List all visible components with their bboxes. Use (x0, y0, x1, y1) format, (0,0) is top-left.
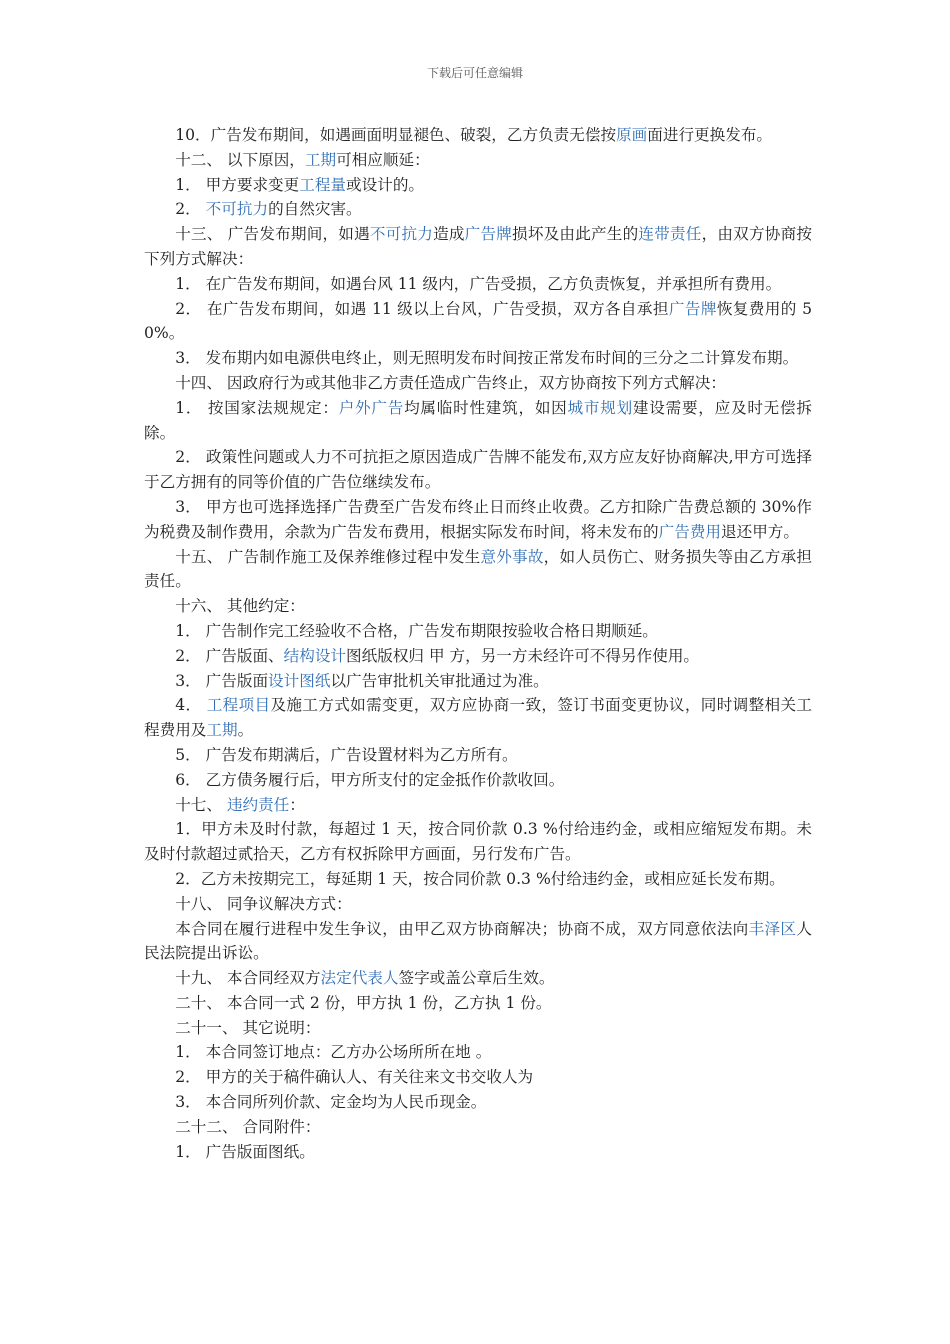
hyperlink[interactable]: 工程量 (299, 175, 347, 194)
hyperlink[interactable]: 意外事故 (480, 547, 544, 566)
text-run: 1．甲方未及时付款，每超过 1 天，按合同价款 0.3 %付给违约金，或相应缩短发布期。未及时付款超过贰拾天，乙方有权拆除甲方画面，另行发布广告。 (144, 820, 812, 864)
hyperlink[interactable]: 设计图纸 (268, 671, 331, 690)
hyperlink[interactable]: 工期 (206, 721, 238, 740)
hyperlink[interactable]: 户外广告 (338, 398, 405, 417)
paragraph (144, 123, 812, 148)
paragraph (144, 222, 812, 272)
text-run: 1． 甲方要求变更 (175, 175, 300, 194)
hyperlink[interactable]: 广告牌 (668, 299, 717, 318)
text-run: 1． 在广告发布期间，如遇台风 11 级内，广告受损，乙方负责恢复，并承担所有费用。 (175, 274, 782, 293)
paragraph (144, 173, 812, 198)
contract-body (144, 123, 812, 1164)
text-run: 2． 广告版面、 (175, 646, 284, 665)
text-run: 可相应顺延： (336, 150, 430, 169)
text-run: 十五、 广告制作施工及保养维修过程中发生 (175, 547, 481, 566)
hyperlink[interactable]: 丰泽区 (748, 919, 797, 938)
text-run: 2．乙方未按期完工，每延期 1 天，按合同价款 0.3 %付给违约金，或相应延长发布期。 (175, 869, 785, 888)
paragraph (144, 867, 812, 892)
text-run: 1． 按国家法规规定： (175, 398, 339, 417)
text-run: 及施工方式如需变更，双方应协商一致，签订书面变更协议，同时调整相关工程费用及 (144, 696, 812, 740)
hyperlink[interactable]: 工程项目 (206, 696, 271, 715)
text-run: 1． 本合同签订地点：乙方办公场所所在地 。 (175, 1043, 492, 1062)
text-run: 4． (175, 696, 207, 715)
text-run: 6． 乙方债务履行后，甲方所支付的定金抵作价款收回。 (175, 770, 565, 789)
text-run: 十九、 本合同经双方 (175, 969, 321, 988)
text-run: 十三、 广告发布期间，如遇 (175, 225, 370, 244)
paragraph (144, 346, 812, 371)
hyperlink[interactable]: 广告牌 (464, 225, 513, 244)
hyperlink[interactable]: 广告费用 (658, 522, 721, 541)
text-run: 2． 政策性问题或人力不可抗拒之原因造成广告牌不能发布,双方应友好协商解决,甲方可选择于乙方拥有的同等价值的广告位继续发布。 (144, 448, 812, 492)
paragraph (144, 445, 812, 495)
text-run: 2． (175, 200, 206, 219)
text-run: 二十、 本合同一式 2 份，甲方执 1 份，乙方执 1 份。 (175, 993, 552, 1012)
paragraph (144, 371, 812, 396)
text-run: 本合同在履行进程中发生争议，由甲乙双方协商解决；协商不成，双方同意依法向 (175, 919, 749, 938)
text-run: 图纸版权归 甲 方，另一方未经许可不得另作使用。 (346, 646, 700, 665)
text-run: ，由双方协商按下列方式解决： (144, 225, 812, 268)
paragraph (144, 768, 812, 793)
text-run: 2． 在广告发布期间，如遇 11 级以上台风，广告受损，双方各自承担 (175, 299, 669, 318)
hyperlink[interactable]: 不可抗力 (205, 200, 269, 219)
text-run: 十八、 同争议解决方式： (175, 894, 352, 913)
paragraph (144, 495, 812, 545)
text-run: 十七、 (175, 795, 227, 814)
text-run: 恢复费用的 50%。 (144, 299, 812, 343)
text-run: 十六、 其他约定： (175, 597, 305, 616)
hyperlink[interactable]: 连带责任 (638, 225, 702, 244)
text-run: 3． 广告版面 (175, 671, 269, 690)
text-run: 二十二、 合同附件： (175, 1117, 321, 1136)
paragraph (144, 545, 812, 595)
paragraph (144, 817, 812, 867)
text-run: 面进行更换发布。 (647, 126, 773, 144)
paragraph (144, 1115, 812, 1140)
text-run: 以广告审批机关审批通过为准。 (330, 671, 549, 690)
text-run: 人民法院提出诉讼。 (144, 919, 812, 963)
text-run: 损坏及由此产生的 (512, 225, 639, 244)
hyperlink[interactable]: 城市规划 (567, 398, 633, 417)
paragraph (144, 966, 812, 991)
paragraph (144, 693, 812, 743)
text-run: 二十一、 其它说明： (175, 1018, 321, 1037)
hyperlink[interactable]: 不可抗力 (369, 225, 434, 244)
text-run: 签字或盖公章后生效。 (398, 969, 555, 988)
paragraph (144, 594, 812, 619)
paragraph (144, 1065, 812, 1090)
text-run: 建设需要，应及时无偿拆除。 (144, 398, 812, 442)
paragraph (144, 297, 812, 347)
text-run: 退还甲方。 (721, 522, 799, 541)
paragraph (144, 148, 812, 173)
paragraph (144, 892, 812, 917)
text-run: 3． 甲方也可选择选择广告费至广告发布终止日而终止收费。乙方扣除广告费总额的 30%作为税费及制作费用，余款为广告发布费用，根据实际发布时间，将未发布的 (144, 497, 812, 541)
hyperlink[interactable]: 违约责任 (226, 795, 290, 814)
text-run: 5． 广告发布期满后，广告设置材料为乙方所有。 (175, 745, 518, 764)
text-run: 3． 发布期内如电源供电终止，则无照明发布时间按正常发布时间的三分之二计算发布期。 (175, 349, 799, 368)
hyperlink[interactable]: 工期 (304, 150, 337, 169)
text-run: 1． 广告版面图纸。 (175, 1142, 315, 1161)
text-run: 。 (237, 721, 254, 740)
paragraph (144, 1040, 812, 1065)
paragraph (144, 1016, 812, 1041)
paragraph (144, 197, 812, 222)
text-run: 或设计的。 (346, 175, 425, 194)
text-run: ： (289, 795, 305, 814)
paragraph (144, 1090, 812, 1115)
text-run: 3． 本合同所列价款、定金均为人民币现金。 (175, 1093, 487, 1112)
paragraph (144, 272, 812, 297)
text-run: ，如人员伤亡、财务损失等由乙方承担责任。 (144, 547, 812, 591)
paragraph (144, 743, 812, 768)
hyperlink[interactable]: 法定代表人 (320, 969, 399, 988)
text-run: 2． 甲方的关于稿件确认人、有关往来文书交收人为 (175, 1068, 534, 1087)
hyperlink[interactable]: 原画 (616, 126, 648, 144)
paragraph (144, 619, 812, 644)
paragraph (144, 644, 812, 669)
text-run: 1． 广告制作完工经验收不合格，广告发布期限按验收合格日期顺延。 (175, 621, 658, 640)
text-run: 十四、 因政府行为或其他非乙方责任造成广告终止，双方协商按下列方式解决： (175, 373, 726, 392)
paragraph (144, 793, 812, 818)
paragraph (144, 917, 812, 967)
paragraph (144, 669, 812, 694)
text-run: 10．广告发布期间，如遇画面明显褪色、破裂，乙方负责无偿按 (175, 126, 617, 144)
page-header: 下载后可任意编辑 (426, 66, 523, 80)
paragraph (144, 396, 812, 446)
text-run: 均属临时性建筑，如因 (404, 398, 568, 417)
hyperlink[interactable]: 结构设计 (283, 646, 347, 665)
paragraph (144, 1140, 812, 1165)
paragraph (144, 991, 812, 1016)
text-run: 的自然灾害。 (268, 200, 362, 219)
text-run: 十二、 以下原因， (175, 150, 305, 169)
text-run: 造成 (433, 225, 465, 244)
